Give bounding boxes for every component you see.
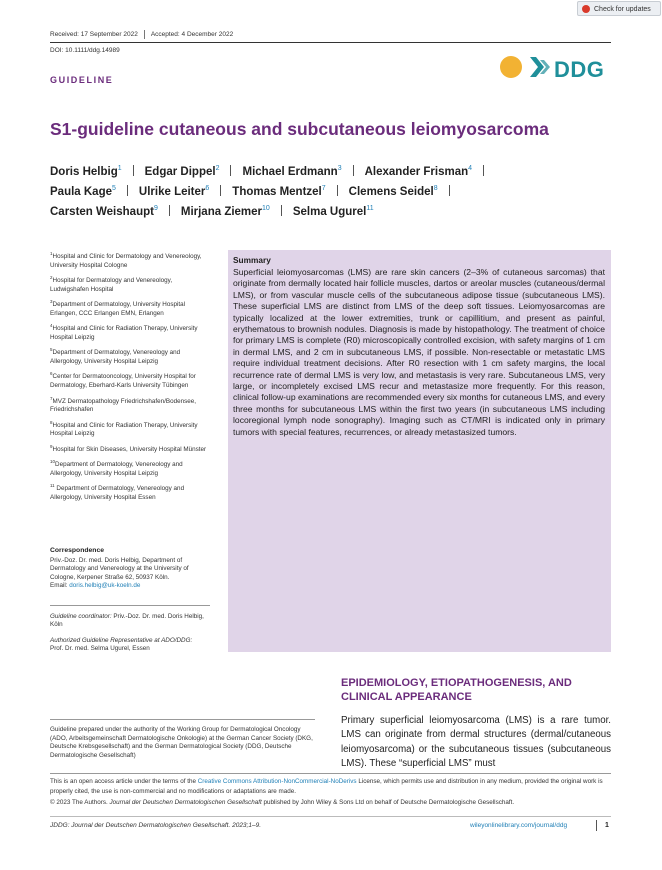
journal-citation: JDDG: Journal der Deutschen Dermatologischen Gesellschaft. 2023;1–9. [50,822,261,829]
logo-leaf-icon [530,57,550,77]
author[interactable]: Alexander Frisman$^4$ [364,165,473,178]
check-for-updates-label: Check for updates [594,6,651,13]
affiliation: $^8$Hospital and Clinic for Radiation Therapy, University Hospital Leipzig [50,419,198,438]
author[interactable]: Clemens Seidel$^8$ [348,185,438,198]
license-link[interactable]: Creative Commons Attribution-NonCommercial-NoDerivs [197,778,357,785]
affiliation: $^6$Center for Dermatooncology, University Hospital for Dermatology, Eberhard-Karls University Tübingen [50,371,196,390]
affiliation: $^{11}$ Department of Dermatology, Venereology and Allergology, University Hospital Essen [50,483,185,502]
update-icon [582,5,590,13]
affiliations [50,250,210,507]
affiliation: $^4$Hospital and Clinic for Radiation Therapy, University Hospital Leipzig [50,323,198,341]
divider [50,773,611,774]
summary-heading: Summary [233,255,271,265]
author[interactable]: Carsten Weishaupt$^9$ [50,205,158,218]
author-line-2 [50,185,461,198]
divider [50,719,315,720]
author[interactable]: Thomas Mentzel$^7$ [232,185,326,198]
page-number: 1 [605,822,609,829]
preparation-note: Guideline prepared under the authority of the Working Group for Dermatological Oncology (ADO, Arbeitsgemeinschaft Dermatologische Onkologie) at the German Cancer Society (DKG, Deutsche Krebsgesellschaft) and the German Dermatological Society (DDG, Deutsche Dermatologische Gesellschaft) [50,726,313,759]
doi[interactable]: DOI: 10.1111/ddg.14989 [50,47,120,54]
affiliation: $^5$Department of Dermatology, Venereology and Allergology, University Hospital Leipzig [50,347,181,365]
affiliation: $^7$MVZ Dermatopathology Friedrichshafen/Bodensee, Friedrichshafen [50,395,197,414]
divider [50,605,210,606]
license-notice: This is an open access article under the terms of the Creative Commons Attribution-NonCommercial-NoDerivs License, which permits use and distribution in any medium, provided the original work is properly cited, the use is non-commercial and no modifications or adaptations are made. © 2023 The Authors. Journal der Deutschen Dermatologischen Gesellschaft published by John Wiley & Sons Ltd on behalf of Deutsche Dermatologische Gesellschaft. [50,778,603,806]
section-heading: EPIDEMIOLOGY, ETIOPATHOGENESIS, AND CLINICAL APPEARANCE [341,677,572,703]
footer-rule [50,816,611,817]
logo-sun-icon [500,56,522,78]
author[interactable]: Ulrike Leiter$^6$ [138,185,210,198]
correspondence-text: Priv.-Doz. Dr. med. Doris Helbig, Department of Dermatology and Venereology at the University of Cologne, Kerpener Straße 62, 50937 Köln. Email: doris.helbig@uk-koeln.de [50,557,189,590]
section-label: GUIDELINE [50,75,114,85]
logo-text: DDG [554,57,605,82]
affiliation: $^{10}$Department of Dermatology, Venereology and Allergology, University Hospital Leipzig [50,459,183,477]
affiliation: $^1$Hospital and Clinic for Dermatology and Venereology, University Hospital Cologne [50,251,202,269]
author[interactable]: Selma Ugurel$^{11}$ [292,205,374,218]
check-for-updates-button[interactable] [577,1,661,16]
author[interactable]: Paula Kage$^5$ [50,185,116,198]
author-line-3 [50,205,374,218]
summary-text: Superficial leiomyosarcomas (LMS) are rare skin cancers (2–3% of cutaneous sarcomas) that originate from dermally located hair follicle muscles, dartos or areolar muscles (cutaneous/dermal LMS), or from vascular muscle cells of the subcutaneous adipose tissue (subcutaneous LMS). These superficial LMS are distinct from LMS of the deep soft tissues. Leiomyosarcomas are typically localized at the lower extremities, trunk or capillitium, and present as painful, erythematous to brownish nodules. Diagnosis is made by histopathology. The treatment of choice for primary LMS is complete (R0) microscopically controlled excision, with safety margins of 1 cm in dermal LMS, and 2 cm in subcutaneous LMS, if possible. Non-resectable or metastatic LMS require individual treatment decisions. After R0 resection with 1 cm safety margins, the local recurrence rate of dermal LMS is very low, and metastasis is very rare. Subcutaneous LMS, very large, or incompletely excised LMS recur and metastasize more frequently. For this reason, clinical follow-up examinations are recommended every six months for cutaneous LMS, and every three months for subcutaneous LMS within the first two years (in subcutaneous LMS including locoregional lymph node sonography). Imaging such as CT/MRI is indicated only in primary tumors with special features, recurrences, or already metastasized tumors. [233,267,605,437]
publication-dates [50,30,233,39]
affiliation: $^2$Hospital for Dermatology and Venereology, Ludwigshafen Hospital [50,275,173,293]
author-line-1 [50,165,495,178]
journal-url-link[interactable]: wileyonlinelibrary.com/journal/ddg [470,822,568,829]
affiliation: $^3$Department of Dermatology, University Hospital Erlangen, CCC Erlangen EMN, Erlangen [50,299,186,317]
email-link[interactable]: doris.helbig@uk-koeln.de [69,582,141,590]
affiliation: $^9$Hospital for Skin Diseases, University Hospital Münster [50,443,207,453]
guideline-coordinator: Guideline coordinator: Priv.-Doz. Dr. med. Doris Helbig, Köln [50,613,204,629]
divider [596,820,597,831]
guideline-representative: Authorized Guideline Representative at ADO/DDG: Prof. Dr. med. Selma Ugurel, Essen [50,637,193,653]
article-title: S1-guideline cutaneous and subcutaneous leiomyosarcoma [50,119,549,139]
author[interactable]: Edgar Dippel$^2$ [144,165,220,178]
divider [144,30,145,39]
header-rule [50,42,611,43]
correspondence-heading: Correspondence [50,547,105,554]
received-date: Received: 17 September 2022 [50,31,138,39]
accepted-date: Accepted: 4 December 2022 [150,31,234,39]
body-text: Primary superficial leiomyosarcoma (LMS) is a rare tumor. LMS can originate from dermal structures (dermal/cutaneous leiomyosarcoma) or the subcutaneous tissues (subcutaneous LMS). These “superficial LMS” must [341,715,611,770]
author[interactable]: Michael Erdmann$^3$ [242,165,342,178]
author[interactable]: Mirjana Ziemer$^{10}$ [180,205,270,218]
author[interactable]: Doris Helbig$^1$ [50,165,122,178]
